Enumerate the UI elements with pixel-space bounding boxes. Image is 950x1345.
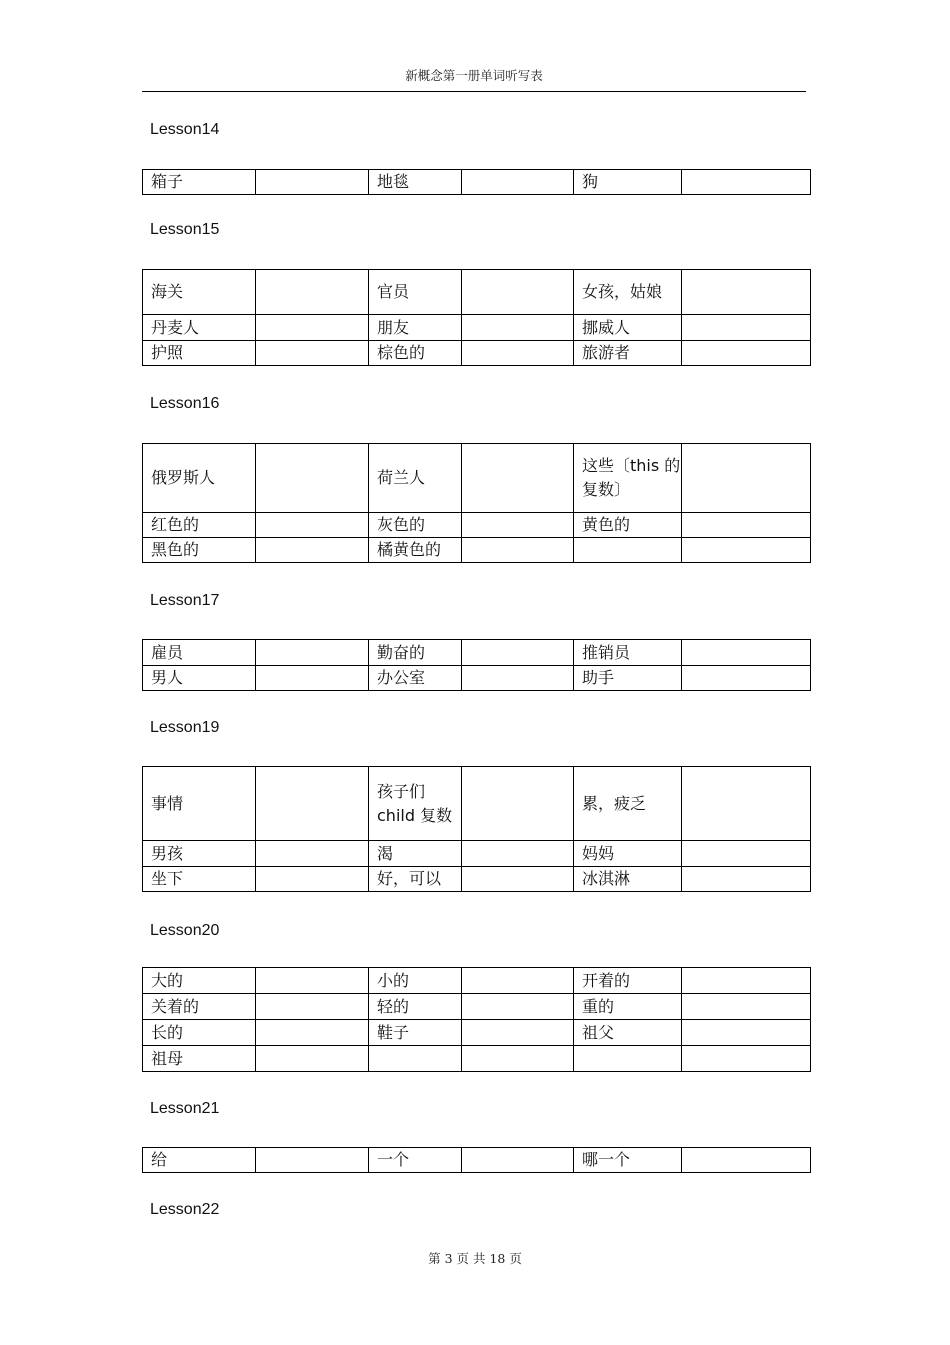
chinese-word-cell: 丹麦人 bbox=[143, 315, 256, 341]
answer-cell[interactable] bbox=[682, 968, 811, 994]
chinese-word-cell: 箱子 bbox=[143, 170, 256, 195]
answer-cell[interactable] bbox=[462, 538, 574, 563]
answer-cell[interactable] bbox=[682, 841, 811, 867]
chinese-word-cell: 助手 bbox=[574, 666, 682, 691]
table-row bbox=[143, 968, 811, 994]
chinese-word-cell: 办公室 bbox=[369, 666, 462, 691]
answer-cell[interactable] bbox=[682, 1046, 811, 1072]
chinese-word-cell: 俄罗斯人 bbox=[143, 444, 256, 513]
chinese-word-cell: 事情 bbox=[143, 767, 256, 841]
header-rule bbox=[142, 91, 806, 92]
chinese-word-cell: 小的 bbox=[369, 968, 462, 994]
chinese-word-cell: 狗 bbox=[574, 170, 682, 195]
chinese-word-cell: 冰淇淋 bbox=[574, 867, 682, 892]
page-footer: 第 3 页 共 18 页 bbox=[428, 1251, 522, 1266]
answer-cell[interactable] bbox=[682, 1148, 811, 1173]
answer-cell[interactable] bbox=[462, 270, 574, 315]
chinese-word-cell: 哪一个 bbox=[574, 1148, 682, 1173]
lesson-title: Lesson15 bbox=[150, 221, 220, 238]
answer-cell[interactable] bbox=[256, 341, 369, 366]
running-header: 新概念第一册单词听写表 bbox=[405, 68, 543, 83]
vocab-table bbox=[142, 639, 811, 691]
chinese-word-cell: 祖父 bbox=[574, 1020, 682, 1046]
answer-cell[interactable] bbox=[462, 640, 574, 666]
answer-cell[interactable] bbox=[462, 867, 574, 892]
answer-cell[interactable] bbox=[256, 315, 369, 341]
answer-cell[interactable] bbox=[462, 666, 574, 691]
answer-cell[interactable] bbox=[682, 270, 811, 315]
answer-cell[interactable] bbox=[462, 994, 574, 1020]
vocab-table bbox=[142, 1147, 811, 1173]
table-row bbox=[143, 341, 811, 366]
answer-cell[interactable] bbox=[682, 170, 811, 195]
answer-cell[interactable] bbox=[256, 270, 369, 315]
table-row bbox=[143, 513, 811, 538]
answer-cell[interactable] bbox=[682, 444, 811, 513]
answer-cell[interactable] bbox=[462, 170, 574, 195]
chinese-word-cell: 灰色的 bbox=[369, 513, 462, 538]
chinese-word-cell: 妈妈 bbox=[574, 841, 682, 867]
table-row bbox=[143, 444, 811, 513]
table-row bbox=[143, 666, 811, 691]
answer-cell[interactable] bbox=[256, 640, 369, 666]
chinese-word-cell: 棕色的 bbox=[369, 341, 462, 366]
answer-cell[interactable] bbox=[256, 1148, 369, 1173]
chinese-word-cell: 护照 bbox=[143, 341, 256, 366]
answer-cell[interactable] bbox=[256, 666, 369, 691]
answer-cell[interactable] bbox=[462, 1046, 574, 1072]
chinese-word-cell: 官员 bbox=[369, 270, 462, 315]
chinese-word-cell: 推销员 bbox=[574, 640, 682, 666]
vocab-table bbox=[142, 443, 811, 563]
answer-cell[interactable] bbox=[256, 513, 369, 538]
answer-cell[interactable] bbox=[682, 315, 811, 341]
table-row bbox=[143, 1148, 811, 1173]
table-row bbox=[143, 1046, 811, 1072]
answer-cell[interactable] bbox=[256, 170, 369, 195]
lesson-title: Lesson14 bbox=[150, 121, 220, 138]
chinese-word-cell: 好，可以 bbox=[369, 867, 462, 892]
chinese-word-cell: 这些〔this 的复数〕 bbox=[574, 444, 682, 513]
chinese-word-cell: 开着的 bbox=[574, 968, 682, 994]
answer-cell[interactable] bbox=[256, 994, 369, 1020]
answer-cell[interactable] bbox=[462, 968, 574, 994]
answer-cell[interactable] bbox=[462, 841, 574, 867]
chinese-word-cell: 坐下 bbox=[143, 867, 256, 892]
answer-cell[interactable] bbox=[682, 513, 811, 538]
answer-cell[interactable] bbox=[256, 867, 369, 892]
answer-cell[interactable] bbox=[256, 968, 369, 994]
table-row bbox=[143, 315, 811, 341]
chinese-word-cell: 荷兰人 bbox=[369, 444, 462, 513]
chinese-word-cell: 累，疲乏 bbox=[574, 767, 682, 841]
chinese-word-cell: 雇员 bbox=[143, 640, 256, 666]
table-row bbox=[143, 867, 811, 892]
table-row bbox=[143, 1020, 811, 1046]
vocab-table bbox=[142, 967, 811, 1072]
chinese-word-cell: 渴 bbox=[369, 841, 462, 867]
chinese-word-cell: 勤奋的 bbox=[369, 640, 462, 666]
chinese-word-cell: 挪威人 bbox=[574, 315, 682, 341]
lesson-title: Lesson22 bbox=[150, 1201, 220, 1218]
chinese-word-cell: 孩子们 child 复数 bbox=[369, 767, 462, 841]
answer-cell[interactable] bbox=[256, 1020, 369, 1046]
answer-cell[interactable] bbox=[462, 767, 574, 841]
answer-cell[interactable] bbox=[462, 341, 574, 366]
chinese-word-cell: 旅游者 bbox=[574, 341, 682, 366]
answer-cell[interactable] bbox=[462, 1020, 574, 1046]
answer-cell[interactable] bbox=[256, 444, 369, 513]
answer-cell[interactable] bbox=[682, 538, 811, 563]
chinese-word-cell: 一个 bbox=[369, 1148, 462, 1173]
table-row bbox=[143, 640, 811, 666]
chinese-word-cell: 朋友 bbox=[369, 315, 462, 341]
answer-cell[interactable] bbox=[256, 841, 369, 867]
table-row bbox=[143, 994, 811, 1020]
chinese-word-cell: 给 bbox=[143, 1148, 256, 1173]
lesson-title: Lesson19 bbox=[150, 719, 220, 736]
answer-cell[interactable] bbox=[682, 666, 811, 691]
chinese-word-cell bbox=[574, 1046, 682, 1072]
answer-cell[interactable] bbox=[682, 1020, 811, 1046]
answer-cell[interactable] bbox=[462, 1148, 574, 1173]
chinese-word-cell bbox=[369, 1046, 462, 1072]
chinese-word-cell: 海关 bbox=[143, 270, 256, 315]
vocab-table bbox=[142, 766, 811, 892]
table-row bbox=[143, 767, 811, 841]
table-row bbox=[143, 170, 811, 195]
answer-cell[interactable] bbox=[256, 767, 369, 841]
table-row bbox=[143, 538, 811, 563]
chinese-word-cell: 黄色的 bbox=[574, 513, 682, 538]
vocab-table bbox=[142, 269, 811, 366]
chinese-word-cell bbox=[574, 538, 682, 563]
answer-cell[interactable] bbox=[256, 1046, 369, 1072]
answer-cell[interactable] bbox=[462, 444, 574, 513]
lesson-title: Lesson16 bbox=[150, 395, 220, 412]
vocab-table bbox=[142, 169, 811, 195]
chinese-word-cell: 关着的 bbox=[143, 994, 256, 1020]
chinese-word-cell: 橘黄色的 bbox=[369, 538, 462, 563]
lesson-title: Lesson20 bbox=[150, 922, 220, 939]
chinese-word-cell: 祖母 bbox=[143, 1046, 256, 1072]
chinese-word-cell: 红色的 bbox=[143, 513, 256, 538]
answer-cell[interactable] bbox=[256, 538, 369, 563]
chinese-word-cell: 地毯 bbox=[369, 170, 462, 195]
table-row bbox=[143, 270, 811, 315]
chinese-word-cell: 重的 bbox=[574, 994, 682, 1020]
answer-cell[interactable] bbox=[682, 640, 811, 666]
lesson-title: Lesson21 bbox=[150, 1100, 220, 1117]
lesson-title: Lesson17 bbox=[150, 592, 220, 609]
chinese-word-cell: 长的 bbox=[143, 1020, 256, 1046]
chinese-word-cell: 男人 bbox=[143, 666, 256, 691]
chinese-word-cell: 黑色的 bbox=[143, 538, 256, 563]
chinese-word-cell: 鞋子 bbox=[369, 1020, 462, 1046]
chinese-word-cell: 男孩 bbox=[143, 841, 256, 867]
answer-cell[interactable] bbox=[682, 767, 811, 841]
answer-cell[interactable] bbox=[682, 867, 811, 892]
chinese-word-cell: 女孩，姑娘 bbox=[574, 270, 682, 315]
answer-cell[interactable] bbox=[462, 315, 574, 341]
answer-cell[interactable] bbox=[682, 341, 811, 366]
chinese-word-cell: 轻的 bbox=[369, 994, 462, 1020]
chinese-word-cell: 大的 bbox=[143, 968, 256, 994]
answer-cell[interactable] bbox=[462, 513, 574, 538]
table-row bbox=[143, 841, 811, 867]
answer-cell[interactable] bbox=[682, 994, 811, 1020]
